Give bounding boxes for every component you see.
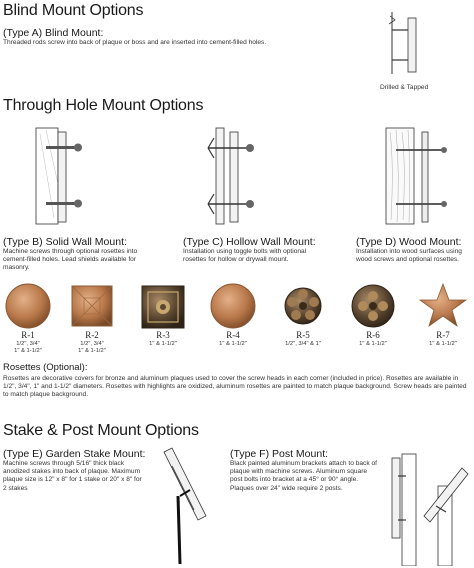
rosette-r2-sizes-2: 1" & 1-1/2": [78, 348, 106, 354]
type-b-heading: (Type B) Solid Wall Mount:: [3, 236, 127, 248]
blind-mount-diagram: [378, 8, 448, 80]
rosette-r1-image: [6, 284, 50, 328]
rosette-r3-label: R-3: [156, 330, 170, 340]
type-a-heading: (Type A) Blind Mount:: [3, 27, 104, 39]
rosettes-text: Rosettes are decorative covers for bronze and aluminum plaques used to cover the screw heads in each corner (included in price). Rosettes are available in 1/2", 3/4", 1" and 1-1/2" diameters. Rosettes with highlights are oxidized, aluminum rosettes are painted to match plaque background. Screw heads are painted to match plaque background.: [3, 375, 467, 399]
rosette-r5-image: [285, 288, 321, 324]
rosette-r5-label: R-5: [296, 330, 310, 340]
rosette-r1-sizes-2: 1" & 1-1/2": [14, 348, 42, 354]
rosette-r7-label: R-7: [436, 330, 450, 340]
stake-post-title: Stake & Post Mount Options: [3, 422, 199, 439]
type-c-text: Installation using toggle bolts with optional rosettes for hollow or drywall mount.: [183, 248, 307, 264]
rosette-r2-label: R-2: [85, 330, 99, 340]
through-hole-title: Through Hole Mount Options: [3, 97, 204, 114]
rosette-r2-image: [72, 286, 112, 326]
solid-wall-diagram: [28, 124, 98, 230]
rosette-r7-sizes: 1" & 1-1/2": [429, 341, 457, 347]
type-e-heading: (Type E) Garden Stake Mount:: [3, 448, 146, 460]
rosette-r4-label: R-4: [226, 330, 240, 340]
rosette-r1-sizes: 1/2", 3/4": [16, 341, 40, 347]
type-b-text: Machine screws through optional rosettes into cement-filled holes. Lead shields available for masonry.: [3, 248, 138, 272]
type-f-text: Black painted aluminum brackets attach to back of plaque with machine screws. Aluminum square post bolts into bracket at a 45° or 90° angle. Plaques over 24" wide require 2 posts.: [230, 460, 377, 492]
rosette-r3-sizes: 1" & 1-1/2": [149, 341, 177, 347]
rosette-r4-image: [211, 284, 255, 328]
type-f-heading: (Type F) Post Mount:: [230, 448, 329, 460]
wood-mount-diagram: [382, 124, 462, 230]
type-d-heading: (Type D) Wood Mount:: [356, 236, 462, 248]
rosette-r6-label: R-6: [366, 330, 380, 340]
rosette-r5-sizes: 1/2", 3/4" & 1": [285, 341, 321, 347]
hollow-wall-diagram: [200, 124, 270, 230]
rosette-r3-image: [142, 286, 184, 328]
rosette-r4-sizes: 1" & 1-1/2": [219, 341, 247, 347]
garden-stake-diagram: [150, 446, 216, 566]
type-c-heading: (Type C) Hollow Wall Mount:: [183, 236, 316, 248]
rosettes-heading: Rosettes (Optional):: [3, 362, 88, 373]
rosette-r6-image: [352, 285, 394, 327]
type-e-text: Machine screws through 5/16" thick black anodized stakes into back of plaque. Maximum plaque size is 12" x 8" for 1 stake or 20" x 8" for 2 stakes: [3, 460, 142, 492]
blind-diagram-caption: Drilled & Tapped: [380, 84, 429, 91]
rosette-r7-image: [420, 284, 466, 326]
rosette-r1-label: R-1: [21, 330, 35, 340]
type-d-text: Installation into wood surfaces using wood screws and optional rosettes.: [356, 248, 462, 264]
post-mount-diagram: [384, 446, 472, 566]
type-a-text: Threaded rods screw into back of plaque or boss and are inserted into cement-filled holes.: [3, 39, 267, 46]
rosette-r6-sizes: 1" & 1-1/2": [359, 341, 387, 347]
blind-mount-title: Blind Mount Options: [3, 2, 144, 19]
rosette-r2-sizes: 1/2", 3/4": [80, 341, 104, 347]
